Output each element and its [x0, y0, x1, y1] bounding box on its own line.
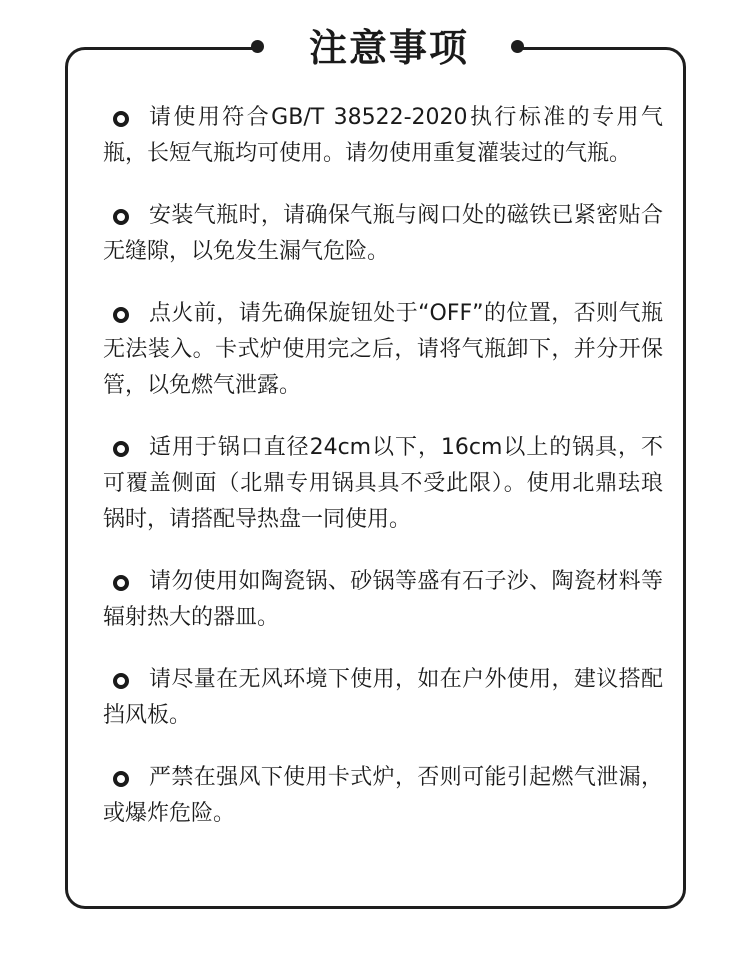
note-item: [103, 662, 663, 734]
note-text: 请尽量在无风环境下使用，如在户外使用，建议搭配挡风板。: [103, 667, 663, 728]
note-text: 请使用符合GB/T 38522-2020执行标准的专用气瓶，长短气瓶均可使用。请勿使用重复灌装过的气瓶。: [103, 105, 663, 166]
note-item: [103, 430, 663, 538]
note-item: [103, 760, 663, 832]
bullet-circle-icon: [113, 307, 129, 323]
note-text: 适用于锅口直径24cm以下，16cm以上的锅具，不可覆盖侧面（北鼎专用锅具具不受此限）。使用北鼎珐琅锅时，请搭配导热盘一同使用。: [103, 435, 663, 532]
bullet-circle-icon: [113, 111, 129, 127]
bullet-circle-icon: [113, 771, 129, 787]
note-text: 严禁在强风下使用卡式炉，否则可能引起燃气泄漏，或爆炸危险。: [103, 765, 663, 826]
bullet-circle-icon: [113, 673, 129, 689]
notes-list: [103, 100, 663, 858]
note-item: [103, 198, 663, 270]
note-text: 点火前，请先确保旋钮处于“OFF”的位置，否则气瓶无法装入。卡式炉使用完之后，请将气瓶卸下，并分开保管，以免燃气泄露。: [103, 301, 663, 398]
bullet-circle-icon: [113, 575, 129, 591]
note-text: 请勿使用如陶瓷锅、砂锅等盛有石子沙、陶瓷材料等辐射热大的器皿。: [103, 569, 663, 630]
note-text: 安装气瓶时，请确保气瓶与阀口处的磁铁已紧密贴合无缝隙，以免发生漏气危险。: [103, 203, 663, 264]
note-item: [103, 564, 663, 636]
page-title: 注意事项: [308, 26, 469, 70]
note-item: [103, 296, 663, 404]
bullet-circle-icon: [113, 441, 129, 457]
note-item: [103, 100, 663, 172]
bullet-circle-icon: [113, 209, 129, 225]
